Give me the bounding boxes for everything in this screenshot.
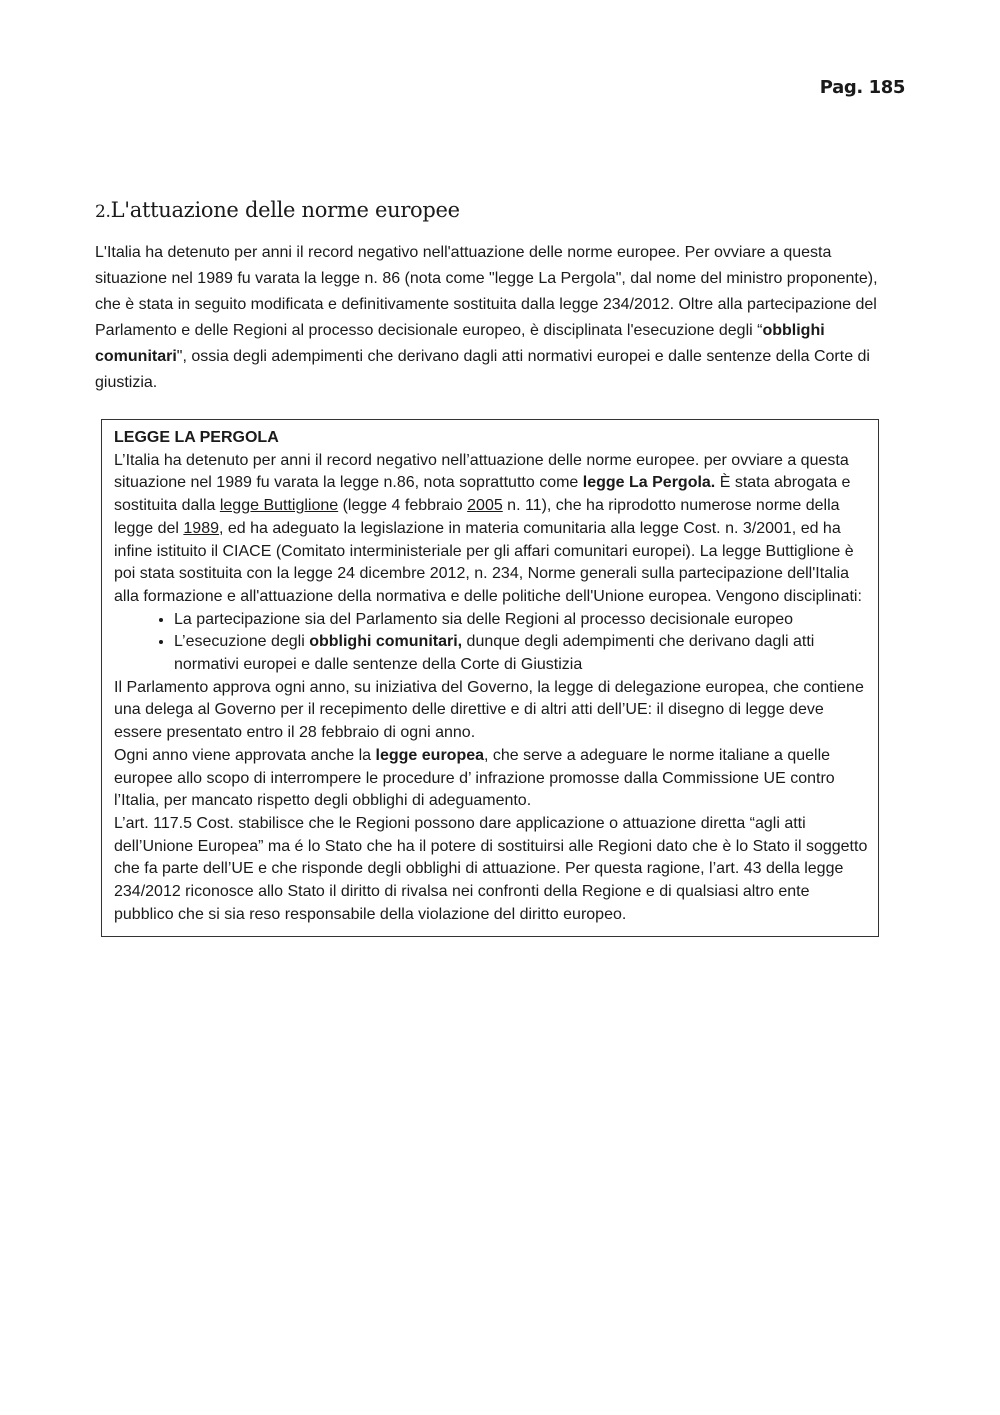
list-item-text: L’esecuzione degli [174, 633, 310, 651]
box-title: LEGGE LA PERGOLA [114, 429, 279, 446]
box-paragraph-4: L’art. 117.5 Cost. stabilisce che le Regioni possono dare applicazione o attuazione diretta “agli atti dell’Unione Europea” ma é lo Stato che ha il potere di sostituirsi alle Regioni dato che è lo Stato il soggetto che fa parte dell’UE e che risponde degli obblighi di attuazione. Per questa ragione, l’art. 43 della legge 234/2012 riconosce allo Stato il diritto di rivalsa nei confronti della Regione e di qualsiasi altro ente pubblico che si sia reso responsabile della violazione del diritto europeo. [114, 814, 868, 923]
bold-term: legge La Pergola. [582, 474, 716, 492]
section-heading [95, 198, 460, 222]
intro-bold-term: obblighi comunitari [95, 322, 825, 365]
text: (legge 4 febbraio [338, 497, 468, 515]
box-paragraph-3 [114, 745, 869, 813]
text: L’Italia ha detenuto per anni il record negativo nell’attuazione delle norme europee. per ovviare a questa situazione nel 1989 fu varata la legge n.86, nota soprattutto come [114, 451, 849, 492]
box-paragraph-2: Il Parlamento approva ogni anno, su iniziativa del Governo, la legge di delegazione europea, che contiene una delega al Governo per il recepimento delle direttive e di altri atti dell’UE: il disegno di legge deve essere presentato entro il 28 febbraio di ogni anno. [114, 678, 864, 742]
intro-text-end: ", ossia degli adempimenti che derivano dagli atti normativi europei e dalle sentenze della Corte di giustizia. [95, 348, 870, 391]
intro-text: L'Italia ha detenuto per anni il record negativo nell'attuazione delle norme europee. Per ovviare a questa situazione nel 1989 fu varata la legge n. 86 (nota come "legge La Pergola", dal nome del ministro proponente), che è stata in seguito modificata e definitivamente sostituita dalla legge 234/2012. Oltre alla partecipazione del Parlamento e delle Regioni al processo decisionale europeo, è disciplinata l'esecuzione degli “ [95, 244, 878, 339]
list-item [174, 631, 869, 676]
legge-la-pergola-box [101, 419, 879, 937]
page-number: Pag. 185 [819, 77, 905, 98]
box-paragraph-1 [114, 450, 869, 609]
bold-term: legge europea [375, 746, 485, 764]
section-title: L'attuazione delle norme europee [110, 198, 460, 222]
text: n. 11), che ha riprodotto numerose norme della legge del [114, 497, 840, 537]
list-item [174, 609, 869, 632]
text: , ed ha adeguato la legislazione in materia comunitaria alla legge Cost. n. 3/2001, ed ha infine istituito il CIACE (Comitato interministeriale per gli affari comunitari europei). La legge Buttiglione è poi stata sostituita con la legge 24 dicembre 2012, n. 234, Norme generali sulla partecipazione dell'Italia alla formazione e all'attuazione della normativa e delle politiche dell'Unione europea. Vengono disciplinati: [114, 519, 862, 605]
text: Ogni anno viene approvata anche la [114, 746, 376, 764]
section-number: 2. [95, 202, 111, 222]
underlined-term: 2005 [467, 497, 503, 515]
underlined-term: legge Buttiglione [219, 497, 339, 515]
underlined-term: 1989 [183, 519, 219, 537]
list-item-text: dunque degli adempimenti che derivano dagli atti normativi europei e dalle sentenze della Corte di Giustizia [174, 633, 815, 674]
text: , che serve a adeguare le norme italiane a quelle europee allo scopo di interrompere le procedure d’ infrazione promosse dalla Commissione UE contro l’Italia, per mancato rispetto degli obblighi di adeguamento. [114, 746, 835, 810]
bullet-list [114, 609, 869, 677]
list-item-text: La partecipazione sia del Parlamento sia delle Regioni al processo decisionale europeo [174, 610, 794, 628]
intro-paragraph [95, 240, 907, 396]
bold-term: obblighi comunitari, [309, 633, 463, 651]
text: È stata abrogata e sostituita dalla [114, 474, 851, 515]
